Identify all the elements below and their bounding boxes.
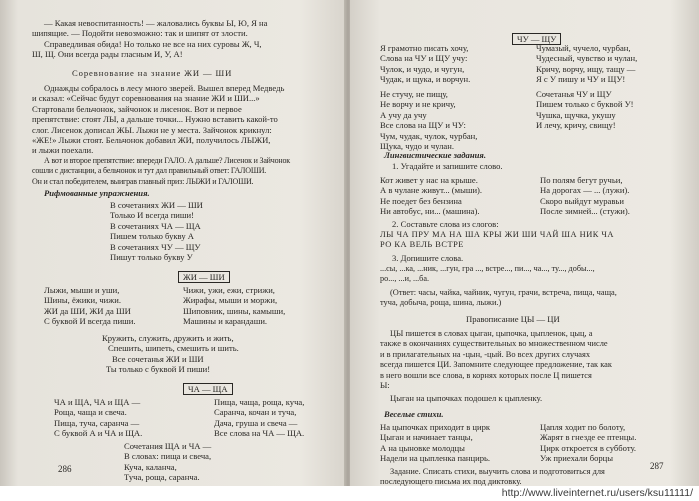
verse-right: Цапля ходит по болоту, Жарят в гнезде ее птенцы. Цирк откроется в субботу. Уж приехали борцы (540, 422, 637, 464)
cha-shcha-col-right: Пища, чаща, роща, куча, Саранча, кочан и туча, Дача, груша и свеча — Все слова на ЧА — ЩА. (214, 397, 305, 439)
task-2: 2. Составьте слова из слогов: (392, 219, 499, 229)
verses-title: Веселые стихи. (384, 409, 444, 419)
chu-shchu-box: ЧУ — ЩУ (512, 29, 561, 47)
right-page (350, 0, 699, 501)
exercises-title: Рифмованные упражнения. (44, 188, 150, 198)
left-page (0, 0, 346, 501)
page-number-left: 286 (58, 464, 72, 474)
rule-text: ЦЫ пишется в словах цыган, цыпочка, цыпленок, цыц, а также в окончаниях существительных во множественном числе и в прилагательных на -цын, -цый. Во всех других случаях всегда пишется ЦИ. Запомните следующее предложение, так как в него вошли все слова, в корнях которых после Ц пишется Ы: (380, 329, 612, 391)
zhi-shi-col-left: Лыжи, мыши и уши, Шины, ёжики, чижи. ЖИ да ШИ, ЖИ да ШИ С буквой И всегда пиши. (44, 285, 136, 327)
fill-words: ...сы, ...ка, ...ник, ...гун, гра ..., встре..., пи..., ча..., ту..., добы..., ро..., ...и, ...ба. (380, 264, 595, 284)
chu-col-left-1: Я грамотно писать хочу, Слова на ЧУ и ЩУ учу: Чулок, и чудо, и чугун, Чудак, и щука, и ворчун. (380, 43, 471, 85)
watermark-footer (0, 486, 699, 501)
linguistic-title: Лингвистические задания. (384, 150, 486, 160)
rhyme-3: Сочетания ЩА и ЧА — В словах: пища и свеча, Куча, каланча, Туча, роща, саранча. (124, 441, 212, 483)
riddle-left: Кот живет у нас на крыше. А в чулане живут... (мыши). Не поедет без бензина Ни автобус, ни... (машина). (380, 175, 483, 217)
left-intro: — Какая невоспитанность! — жаловались буквы Ы, Ю, Я на шипящие. — Подойти невозможно: так и шипят от злости. Справедливая обида! Но только не все на них суровы Ж, Ч, Ш, Щ. Они всегда рады гласным И, У, А! (32, 18, 268, 60)
task-1: 1. Угадайте и запишите слово. (392, 161, 503, 171)
left-story: Однажды собралось в лесу много зверей. Вышел вперед Медведь и сказал: «Сейчас будут соревнования на знание ЖИ и ШИ...» Стартовали бельчонок, зайчонок и лисенок. Вот и первое препятствие: стоят ЛЫ, а дальше точки... Нужно вставить какой-то слог. Лисенок дописал ЖЫ. Лыжи не у места. Зайчонок крикнул: «ЖЕ!» Лыжи стоят. Бельчонок добавил ЖИ, получилось ЛЫЖИ, и лыжи поехали. А вот и второе препятствие: впереди ГАЛО. А дальше? Лисенок и Зайчонок сошли с дистанции, а бельчонок и тут дал правильный ответ: ГАЛОШИ. Он и стал победителем, выиграв главный приз: ЛЫЖИ и ГАЛОШИ. (32, 83, 290, 186)
rule-title: Правописание ЦЫ — ЦИ (466, 314, 560, 324)
cha-shcha-box: ЧА — ЩА (183, 379, 233, 397)
answer: (Ответ: часы, чайка, чайник, чугун, грачи, встреча, пища, чаща, туча, добыча, роща, шина, лыжи.) (380, 288, 617, 308)
zhi-shi-box: ЖИ — ШИ (178, 267, 230, 285)
rhyme-1: В сочетаниях ЖИ — ШИ Только И всегда пиши! В сочетаниях ЧА — ЩА Пишем только букву А В сочетаниях ЧУ — ЩУ Пишут только букву У (110, 200, 203, 263)
cha-shcha-col-left: ЧА и ЩА, ЧА и ЩА — Роща, чаща и свеча. Пища, туча, саранча — С буквой А и ЧА и ЩА. (54, 397, 143, 439)
syllables: ЛЫ ЧА ПРУ МА НА ША КРЫ ЖИ ШИ ЧАЙ ША НИК ЧА РО КА ВЕЛЬ ВСТРЕ (380, 230, 614, 250)
chu-col-left-2: Не стучу, не пищу, Не ворчу и не кричу, А учу да учу Все слова на ЩУ и ЧУ: Чум, чудак, чулок, чурбан, Щука, чудо и чулан. (380, 89, 478, 152)
chu-col-right-1: Чумазый, чучело, чурбан, Чудесный, чувство и чулан, Кричу, ворчу, ищу, тащу — Я с У пишу и ЧУ и ЩУ! (536, 43, 638, 85)
assignment: Задание. Списать стихи, выучить слова и подготовиться для последующего письма их под диктовку. (380, 467, 605, 487)
zhi-shi-col-right: Чижи, ужи, ежи, стрижи, Жирафы, мыши и моржи, Шиповник, шины, камыши, Машины и карандаши. (183, 285, 286, 327)
source-url: http://www.liveinternet.ru/users/ksu11111/ (501, 487, 693, 499)
competition-title: Соревнование на знание ЖИ — ШИ (72, 68, 233, 78)
riddle-right: По полям бегут ручьи, На дорогах — ... (лужи). Скоро выйдут муравьи После зимней... (стужи). (540, 175, 630, 217)
chu-col-right-2: Сочетанья ЧУ и ЩУ Пишем только с буквой У! Чушка, щучка, укушу И лечу, кричу, свищу! (536, 89, 634, 131)
rule-sentence: Цыган на цыпочках подошел к цыпленку. (390, 393, 543, 403)
verse-left: На цыпочках приходит в цирк Цыган и начинает танцы, А на цыновке молодцы Надели на цыпленка панцирь. (380, 422, 491, 464)
task-3: 3. Допишите слова. (392, 253, 464, 263)
rhyme-2: Кружить, служить, дружить и жить, Спешить, шипеть, смешить и шить. Все сочетанья ЖИ и ШИ Ты только с буквой И пиши! (102, 333, 239, 375)
page-number-right: 287 (650, 461, 664, 471)
